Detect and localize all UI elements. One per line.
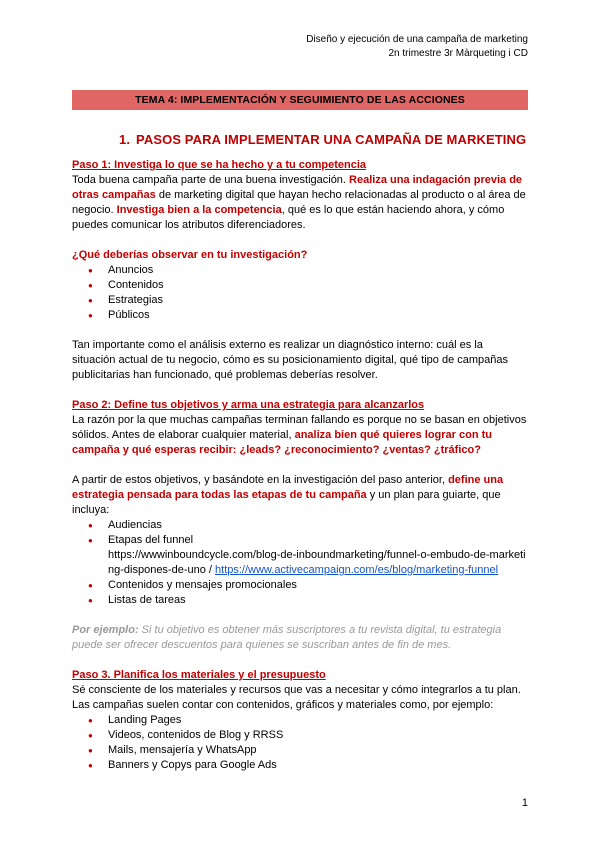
funnel-label: Etapas del funnel — [108, 534, 194, 546]
step3-title: Paso 3. Planifica los materiales y el presupuesto — [72, 669, 326, 681]
step2-title: Paso 2: Define tus objetivos y arma una estrategia para alcanzarlos — [72, 399, 425, 411]
step2-highlight-2: define una estrategia pensada para todas las etapas de tu campaña — [72, 474, 504, 501]
step1-text-2: de marketing digital que hayan hecho relacionadas al producto o al área de negocio. — [72, 189, 526, 216]
list-item: ● Mails, mensajería y WhatsApp — [72, 743, 528, 758]
list-item: ● Landing Pages — [72, 713, 528, 728]
header-course-term: 2n trimestre 3r Màrqueting i CD — [388, 47, 528, 59]
step2-paragraph-1 — [72, 413, 528, 458]
document-body — [72, 120, 528, 773]
step3-paragraph: Sé consciente de los materiales y recursos que vas a necesitar y cómo integrarlos a tu plan. Las campañas suelen contar con contenidos, gráficos y materiales como, por ejemplo: — [72, 684, 521, 711]
step2-text-2: A partir de estos objetivos, y basándote en la investigación del paso anterior, — [72, 474, 449, 486]
section-heading — [119, 132, 528, 148]
step3-list — [72, 713, 528, 773]
section-title: PASOS PARA IMPLEMENTAR UNA CAMPAÑA DE MARKETING — [136, 132, 527, 147]
example-text: Si tu objetivo es obtener más suscriptores a tu revista digital, tu estrategia puede ser ofrecer descuentos para quienes se suscriban antes de fin de mes. — [72, 624, 502, 651]
step1-text-1: Toda buena campaña parte de una buena investigación. — [72, 174, 350, 186]
funnel-url-plain: https://wwwinboundcycle.com/blog-de-inboundmarketing/funnel-o-embudo-de-marketing-dispones-de-uno / — [108, 549, 526, 576]
step2-list — [72, 518, 528, 608]
list-item: ● Anuncios — [72, 263, 528, 278]
step1-title: Paso 1: Investiga lo que se ha hecho y a tu competencia — [72, 159, 367, 171]
document-header — [306, 33, 528, 60]
topic-banner: TEMA 4: IMPLEMENTACIÓN Y SEGUIMIENTO DE LAS ACCIONES — [72, 90, 528, 110]
list-item-funnel — [72, 533, 528, 578]
list-item: ● Contenidos y mensajes promocionales — [72, 578, 528, 593]
step2-paragraph-2 — [72, 473, 528, 518]
step1-list — [72, 263, 528, 323]
step2-text-1: La razón por la que muchas campañas terminan fallando es porque no se basan en objetivos sólidos. Antes de elaborar cualquier material, — [72, 414, 527, 441]
example-label: Por ejemplo: — [72, 624, 139, 636]
list-item: ● Listas de tareas — [72, 593, 528, 608]
step1-paragraph — [72, 173, 528, 233]
list-item: ● Audiencias — [72, 518, 528, 533]
funnel-link[interactable]: https://www.activecampaign.com/es/blog/marketing-funnel — [215, 564, 499, 576]
list-item: ● Contenidos — [72, 278, 528, 293]
step1-highlight-2: Investiga bien a la competencia — [116, 204, 282, 216]
step1-highlight-1: Realiza una indagación previa de otras campañas — [72, 174, 523, 201]
section-number: 1. — [119, 132, 131, 147]
page-number: 1 — [521, 797, 528, 809]
header-course-title: Diseño y ejecución de una campaña de marketing — [306, 34, 528, 45]
list-item: ● Videos, contenidos de Blog y RRSS — [72, 728, 528, 743]
step1-question: ¿Qué deberías observar en tu investigación? — [72, 249, 308, 261]
step1-text-3: , qué es lo que están haciendo ahora, y cómo puedes comunicar los atributos diferenciadores. — [72, 204, 505, 231]
list-item: ● Banners y Copys para Google Ads — [72, 758, 528, 773]
step2-highlight-1: analiza bien qué quieres lograr con tu campaña y qué esperas recibir: ¿leads? ¿reconocimiento? ¿ventas? ¿tráfico? — [72, 429, 493, 456]
list-item: ● Estrategias — [72, 293, 528, 308]
step2-example — [72, 623, 528, 653]
step2-text-3: y un plan para guiarte, que incluya: — [72, 489, 501, 516]
step1-closing: Tan importante como el análisis externo es realizar un diagnóstico interno: cuál es la situación actual de tu negocio, cómo es su posicionamiento digital, qué tipo de campañas publicitarias han funcionado, qué problemas deberías resolver. — [72, 339, 508, 381]
list-item: ● Públicos — [72, 308, 528, 323]
